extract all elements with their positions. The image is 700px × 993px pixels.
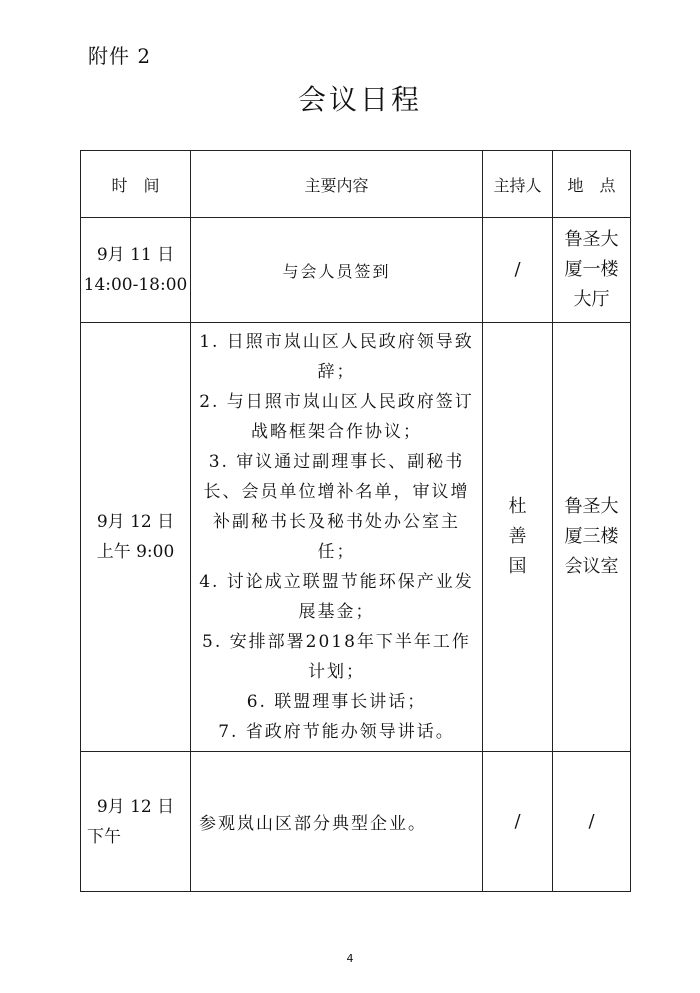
agenda-item: 3. 审议通过副理事长、副秘书长、会员单位增补名单，审议增补副秘书长及秘书处办公室主任； — [203, 452, 470, 562]
header-place: 地 点 — [553, 151, 631, 218]
row3-content: 参观岚山区部分典型企业。 — [191, 752, 483, 892]
row1-time — [81, 218, 191, 323]
row1-place — [553, 218, 631, 323]
agenda-item: 4. 讨论成立联盟节能环保产业发展基金； — [199, 572, 474, 622]
row2-place-line: 厦三楼 — [564, 526, 619, 547]
attachment-label: 附件 2 — [88, 44, 152, 68]
host-char: 杜 — [508, 496, 527, 517]
agenda-item: 7. 省政府节能办领导讲话。 — [218, 722, 455, 742]
table-row — [81, 218, 631, 323]
row2-place-line: 会议室 — [564, 556, 619, 577]
host-char: 国 — [508, 556, 527, 577]
row2-date: 9月 12 日 — [96, 512, 175, 532]
row2-time — [81, 323, 191, 752]
row1-place-line: 大厅 — [573, 289, 610, 310]
header-time: 时 间 — [81, 151, 191, 218]
page-title: 会议日程 — [297, 83, 422, 116]
row2-hours: 上午 9:00 — [96, 542, 175, 562]
row1-hours: 14:00-18:00 — [83, 275, 188, 295]
row3-place: / — [553, 752, 631, 892]
row1-date: 9月 11 日 — [96, 245, 175, 265]
page-number: 4 — [346, 952, 354, 965]
row1-place-line: 厦一楼 — [564, 259, 619, 280]
row2-place-line: 鲁圣大 — [564, 496, 619, 517]
agenda-item: 2. 与日照市岚山区人民政府签订战略框架合作协议； — [199, 392, 474, 442]
row3-date: 9月 12 日 — [96, 796, 175, 817]
host-char: 善 — [508, 526, 527, 547]
row1-place-line: 鲁圣大 — [564, 229, 619, 250]
row2-content — [191, 323, 483, 752]
row1-content: 与会人员签到 — [191, 218, 483, 323]
table-header-row — [81, 151, 631, 218]
row3-hours: 下午 — [87, 826, 121, 847]
row2-place — [553, 323, 631, 752]
row3-host: / — [483, 752, 553, 892]
table-row — [81, 752, 631, 892]
table-row — [81, 323, 631, 752]
row1-host: / — [483, 218, 553, 323]
header-host: 主持人 — [483, 151, 553, 218]
header-content: 主要内容 — [191, 151, 483, 218]
agenda-item: 5. 安排部署2018年下半年工作计划； — [202, 632, 471, 682]
agenda-item: 1. 日照市岚山区人民政府领导致辞； — [199, 332, 474, 382]
row3-time — [81, 752, 191, 892]
row2-host — [483, 323, 553, 752]
schedule-table — [80, 150, 631, 892]
agenda-item: 6. 联盟理事长讲话； — [246, 692, 427, 712]
